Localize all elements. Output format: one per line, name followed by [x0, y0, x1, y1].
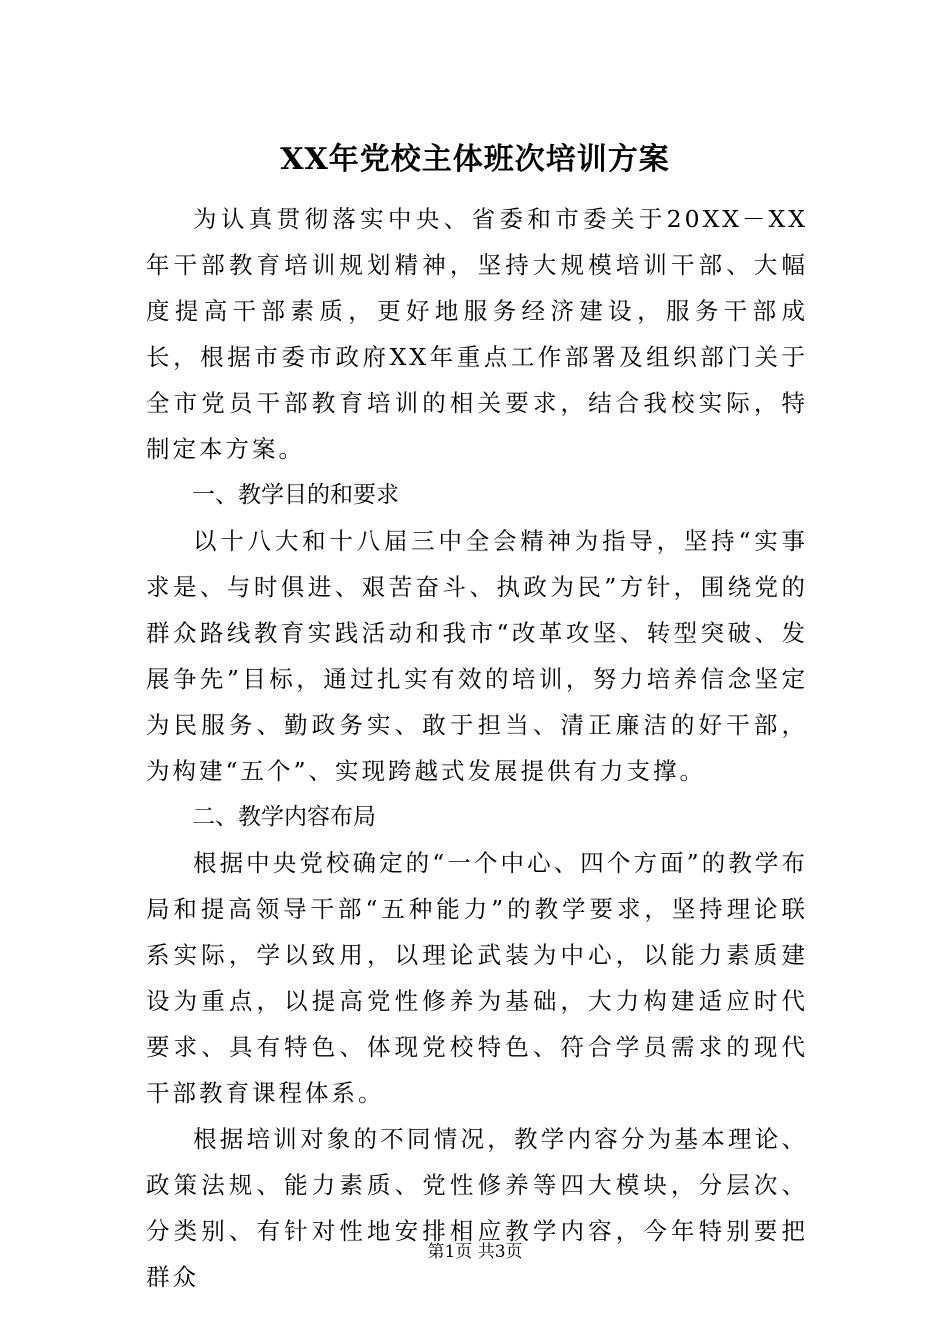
section-heading-2: 二、教学内容布局: [192, 804, 376, 830]
document-body: [146, 196, 808, 1300]
paragraph-section-1: 以十八大和十八届三中全会精神为指导，坚持“实事求是、与时俱进、艰苦奋斗、执政为民”方针，围绕党的群众路线教育实践活动和我市“改革攻坚、转型突破、发展争先”目标，通过扎实有效的培训，努力培养信念坚定为民服务、勤政务实、敢于担当、清正廉洁的好干部，为构建“五个”、实现跨越式发展提供有力支撑。: [146, 527, 808, 785]
paragraph-intro: 为认真贯彻落实中央、省委和市委关于20XX－XX年干部教育培训规划精神，坚持大规模培训干部、大幅度提高干部素质，更好地服务经济建设，服务干部成长，根据市委市政府XX年重点工作部署及组织部门关于全市党员干部教育培训的相关要求，结合我校实际，特制定本方案。: [146, 205, 808, 463]
paragraph-section-2-a: 根据中央党校确定的“一个中心、四个方面”的教学布局和提高领导干部“五种能力”的教学要求，坚持理论联系实际，学以致用，以理论武装为中心，以能力素质建设为重点，以提高党性修养为基础，大力构建适应时代要求、具有特色、体现党校特色、符合学员需求的现代干部教育课程体系。: [146, 849, 808, 1107]
section-heading-1: 一、教学目的和要求: [192, 482, 399, 508]
document-title: XX年党校主体班次培训方案: [280, 142, 670, 177]
page-number-footer: 第1页 共3页: [427, 1242, 523, 1262]
paragraph-section-2-b: 根据培训对象的不同情况，教学内容分为基本理论、政策法规、能力素质、党性修养等四大模块，分层次、分类别、有针对性地安排相应教学内容，今年特别要把群众: [146, 1125, 808, 1291]
